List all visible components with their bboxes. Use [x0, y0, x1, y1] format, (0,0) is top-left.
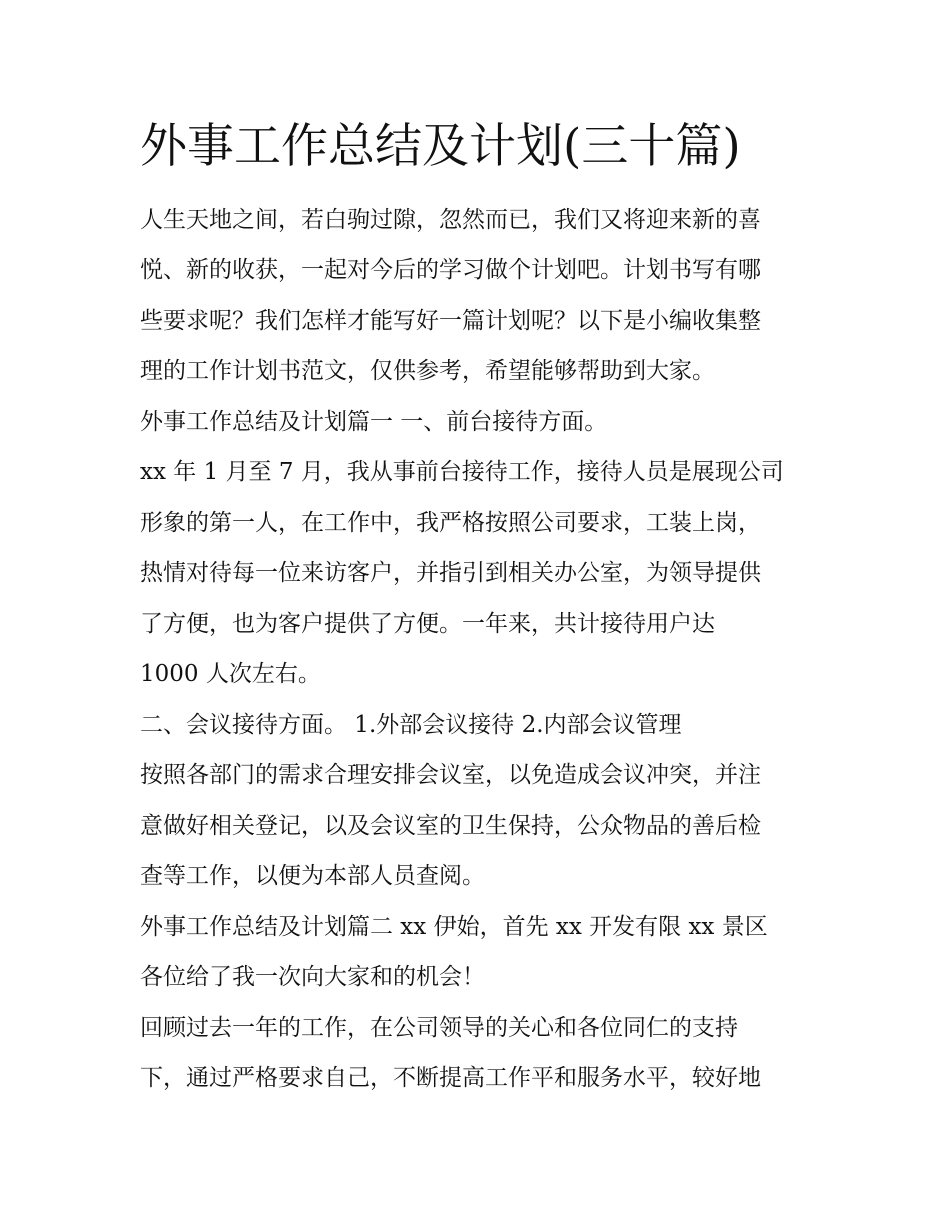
text-line: 查等工作，以便为本部人员查阅。 — [140, 863, 485, 889]
text-line: 理的工作计划书范文，仅供参考，希望能够帮助到大家。 — [140, 358, 715, 384]
text-line: 悦、新的收获，一起对今后的学习做个计划吧。计划书写有哪 — [140, 257, 761, 283]
section-heading: 外事工作总结及计划篇二 xx 伊始，首先 xx 开发有限 xx 景区 — [140, 914, 768, 940]
text-line: 1000 人次左右。 — [140, 661, 321, 687]
section-heading: 外事工作总结及计划篇一 一、前台接待方面。 — [140, 409, 608, 435]
text-line: 形象的第一人，在工作中，我严格按照公司要求，工装上岗， — [140, 510, 761, 536]
text-line: 热情对待每一位来访客户，并指引到相关办公室，为领导提供 — [140, 560, 761, 586]
text-line: 人生天地之间，若白驹过隙，忽然而已，我们又将迎来新的喜 — [140, 207, 761, 233]
text-line: 了方便，也为客户提供了方便。一年来，共计接待用户达 — [140, 611, 715, 637]
text-line: xx 年 1 月至 7 月，我从事前台接待工作，接待人员是展现公司 — [140, 459, 784, 485]
section-heading: 二、会议接待方面。 1.外部会议接待 2.内部会议管理 — [140, 712, 682, 738]
text-line: 回顾过去一年的工作，在公司领导的关心和各位同仁的支持 — [140, 1015, 738, 1041]
text-line: 下，通过严格要求自己，不断提高工作平和服务水平，较好地 — [140, 1065, 761, 1091]
text-line: 按照各部门的需求合理安排会议室，以免造成会议冲突，并注 — [140, 762, 761, 788]
text-line: 些要求呢？我们怎样才能写好一篇计划呢？以下是小编收集整 — [140, 308, 761, 334]
text-line: 各位给了我一次向大家和的机会！ — [140, 964, 485, 990]
text-line: 意做好相关登记，以及会议室的卫生保持，公众物品的善后检 — [140, 813, 761, 839]
document-title: 外事工作总结及计划(三十篇) — [140, 119, 741, 174]
